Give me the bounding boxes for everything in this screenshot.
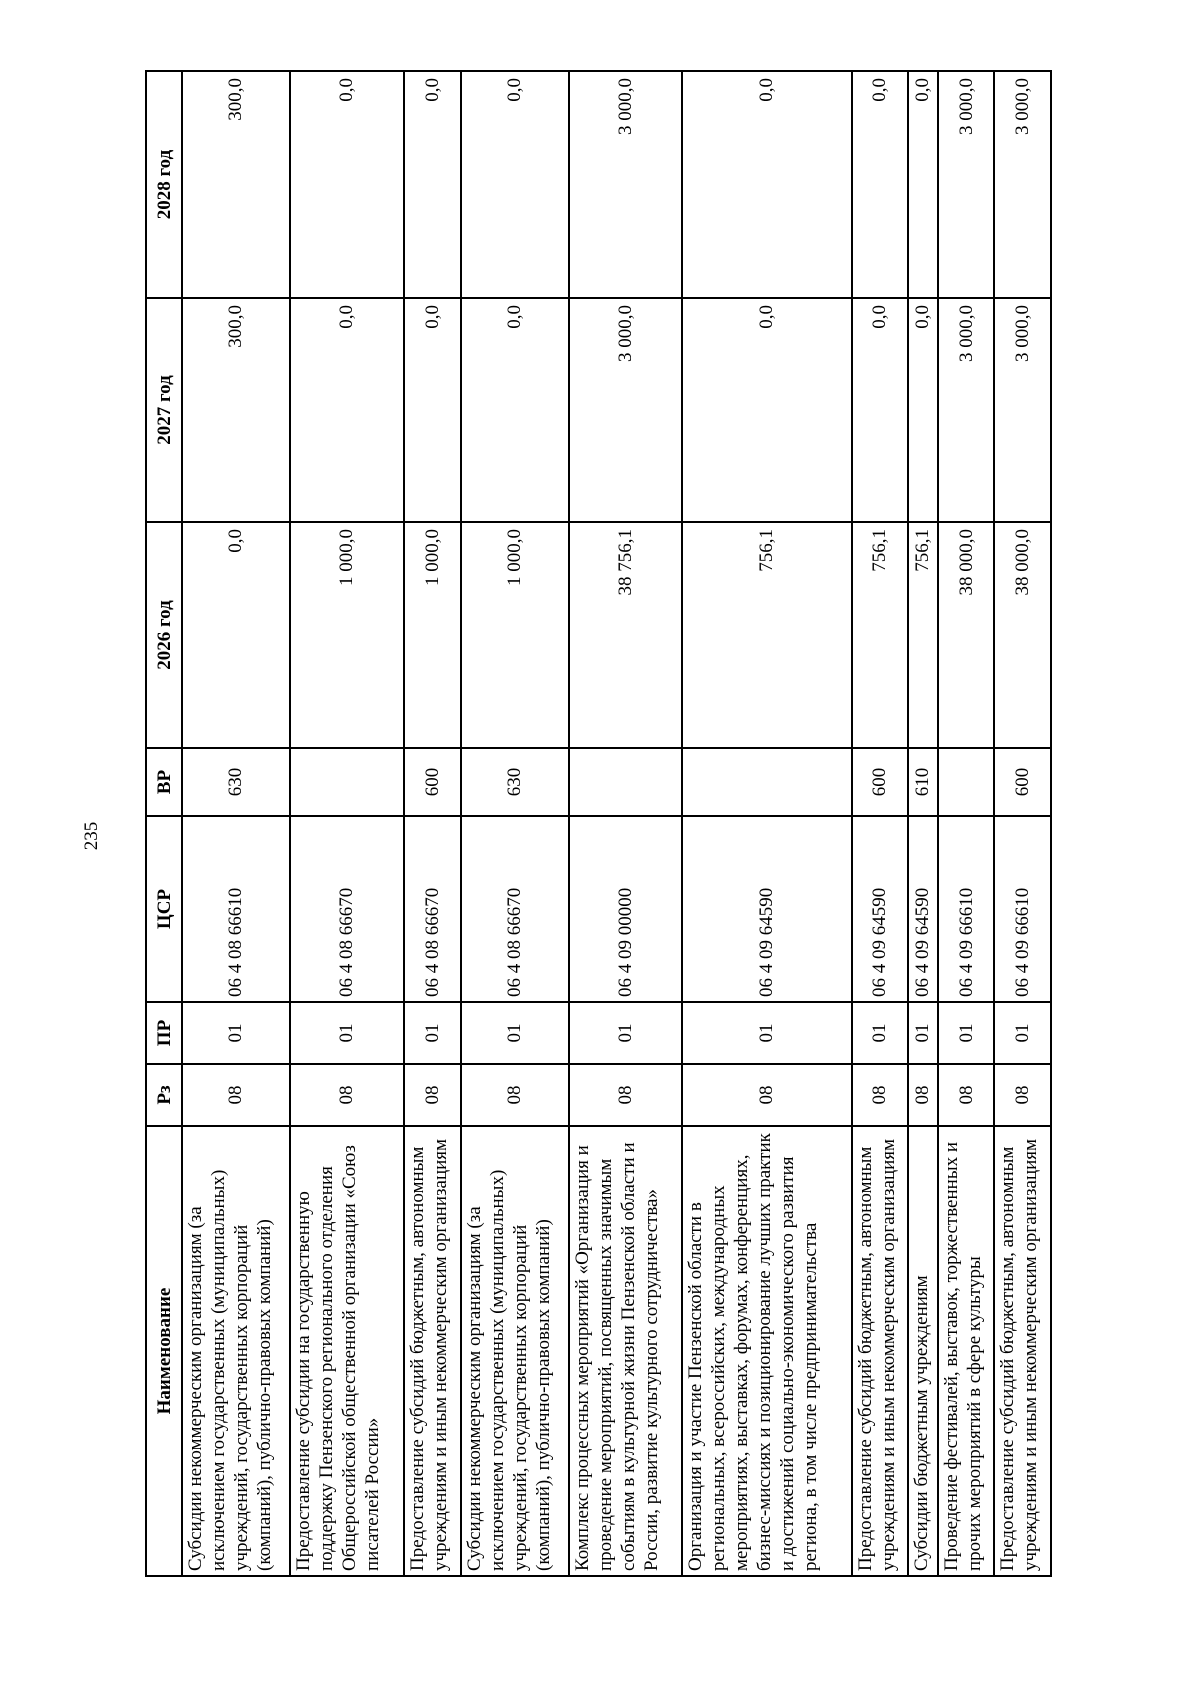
row-2028: 0,0 bbox=[852, 71, 909, 298]
row-2027: 0,0 bbox=[404, 298, 461, 522]
row-2028: 0,0 bbox=[908, 71, 937, 298]
row-csr: 06 4 09 64590 bbox=[908, 816, 937, 1002]
header-pr: ПР bbox=[146, 1002, 182, 1064]
header-2026: 2026 год bbox=[146, 522, 182, 748]
row-2026: 38 000,0 bbox=[938, 522, 995, 748]
row-rz: 08 bbox=[290, 1064, 404, 1126]
row-pr: 01 bbox=[461, 1002, 569, 1064]
row-2028: 0,0 bbox=[682, 71, 852, 298]
row-vr: 600 bbox=[404, 748, 461, 816]
row-csr: 06 4 09 64590 bbox=[852, 816, 909, 1002]
row-2028: 0,0 bbox=[404, 71, 461, 298]
table-row bbox=[182, 71, 290, 1576]
row-2027: 0,0 bbox=[852, 298, 909, 522]
budget-table-rotated bbox=[145, 72, 1052, 1577]
row-2026: 1 000,0 bbox=[290, 522, 404, 748]
table-row bbox=[461, 71, 569, 1576]
row-2026: 1 000,0 bbox=[404, 522, 461, 748]
row-2028: 3 000,0 bbox=[938, 71, 995, 298]
table-row bbox=[569, 71, 682, 1576]
row-2027: 0,0 bbox=[682, 298, 852, 522]
header-2028: 2028 год bbox=[146, 71, 182, 298]
table-row bbox=[290, 71, 404, 1576]
row-2026: 38 000,0 bbox=[994, 522, 1051, 748]
header-vr: ВР bbox=[146, 748, 182, 816]
row-rz: 08 bbox=[994, 1064, 1051, 1126]
row-name: Субсидии бюджетным учреждениям bbox=[908, 1126, 937, 1576]
row-vr: 630 bbox=[461, 748, 569, 816]
row-2028: 3 000,0 bbox=[569, 71, 682, 298]
row-vr: 630 bbox=[182, 748, 290, 816]
row-vr: 600 bbox=[852, 748, 909, 816]
row-csr: 06 4 09 66610 bbox=[938, 816, 995, 1002]
row-2026: 756,1 bbox=[852, 522, 909, 748]
row-rz: 08 bbox=[908, 1064, 937, 1126]
row-vr: 600 bbox=[994, 748, 1051, 816]
row-vr bbox=[569, 748, 682, 816]
row-vr bbox=[938, 748, 995, 816]
table-row bbox=[908, 71, 937, 1576]
row-2027: 300,0 bbox=[182, 298, 290, 522]
header-csr: ЦСР bbox=[146, 816, 182, 1002]
row-rz: 08 bbox=[569, 1064, 682, 1126]
row-vr bbox=[682, 748, 852, 816]
row-2026: 0,0 bbox=[182, 522, 290, 748]
header-name: Наименование bbox=[146, 1126, 182, 1576]
row-pr: 01 bbox=[908, 1002, 937, 1064]
row-csr: 06 4 09 64590 bbox=[682, 816, 852, 1002]
table-row bbox=[682, 71, 852, 1576]
row-csr: 06 4 09 00000 bbox=[569, 816, 682, 1002]
row-2027: 3 000,0 bbox=[994, 298, 1051, 522]
row-pr: 01 bbox=[682, 1002, 852, 1064]
table-header-row bbox=[146, 71, 182, 1576]
row-name: Субсидии некоммерческим организациям (за исключением государственных (муниципальных) учреждений, государственных корпораций (компаний), публично-правовых компаний) bbox=[182, 1126, 290, 1576]
page-number: 235 bbox=[81, 821, 102, 851]
row-rz: 08 bbox=[938, 1064, 995, 1126]
row-pr: 01 bbox=[290, 1002, 404, 1064]
row-name: Субсидии некоммерческим организациям (за исключением государственных (муниципальных) учреждений, государственных корпораций (компаний), публично-правовых компаний) bbox=[461, 1126, 569, 1576]
row-pr: 01 bbox=[569, 1002, 682, 1064]
row-csr: 06 4 08 66670 bbox=[461, 816, 569, 1002]
row-2026: 1 000,0 bbox=[461, 522, 569, 748]
row-2027: 0,0 bbox=[461, 298, 569, 522]
row-rz: 08 bbox=[852, 1064, 909, 1126]
row-pr: 01 bbox=[404, 1002, 461, 1064]
row-pr: 01 bbox=[852, 1002, 909, 1064]
table-row bbox=[994, 71, 1051, 1576]
row-rz: 08 bbox=[182, 1064, 290, 1126]
row-name: Проведение фестивалей, выставок, торжественных и прочих мероприятий в сфере культуры bbox=[938, 1126, 995, 1576]
row-2026: 38 756,1 bbox=[569, 522, 682, 748]
row-name: Организация и участие Пензенской области в региональных, всероссийских, международных мероприятиях, выставках, форумах, конференциях, бизнес-миссиях и позиционирование лучших практик и достижений социально-экономического развития региона, в том числе предпринимательства bbox=[682, 1126, 852, 1576]
table-row bbox=[938, 71, 995, 1576]
row-2027: 3 000,0 bbox=[569, 298, 682, 522]
row-2027: 0,0 bbox=[908, 298, 937, 522]
row-name: Предоставление субсидии на государственную поддержку Пензенского регионального отделения Общероссийской общественной организации «Союз писателей России» bbox=[290, 1126, 404, 1576]
row-2028: 300,0 bbox=[182, 71, 290, 298]
row-vr: 610 bbox=[908, 748, 937, 816]
row-vr bbox=[290, 748, 404, 816]
row-pr: 01 bbox=[182, 1002, 290, 1064]
row-2027: 3 000,0 bbox=[938, 298, 995, 522]
row-csr: 06 4 08 66670 bbox=[404, 816, 461, 1002]
row-2026: 756,1 bbox=[682, 522, 852, 748]
table-row bbox=[404, 71, 461, 1576]
row-pr: 01 bbox=[994, 1002, 1051, 1064]
row-name: Предоставление субсидий бюджетным, автономным учреждениям и иным некоммерческим организациям bbox=[994, 1126, 1051, 1576]
header-rz: Рз bbox=[146, 1064, 182, 1126]
row-name: Предоставление субсидий бюджетным, автономным учреждениям и иным некоммерческим организациям bbox=[852, 1126, 909, 1576]
table-row bbox=[852, 71, 909, 1576]
row-rz: 08 bbox=[404, 1064, 461, 1126]
row-rz: 08 bbox=[461, 1064, 569, 1126]
row-csr: 06 4 08 66670 bbox=[290, 816, 404, 1002]
row-2027: 0,0 bbox=[290, 298, 404, 522]
row-rz: 08 bbox=[682, 1064, 852, 1126]
row-csr: 06 4 08 66610 bbox=[182, 816, 290, 1002]
row-csr: 06 4 09 66610 bbox=[994, 816, 1051, 1002]
budget-table bbox=[145, 70, 1052, 1577]
row-name: Предоставление субсидий бюджетным, автономным учреждениям и иным некоммерческим организациям bbox=[404, 1126, 461, 1576]
header-2027: 2027 год bbox=[146, 298, 182, 522]
row-2026: 756,1 bbox=[908, 522, 937, 748]
row-pr: 01 bbox=[938, 1002, 995, 1064]
row-2028: 0,0 bbox=[461, 71, 569, 298]
row-name: Комплекс процессных мероприятий «Организация и проведение мероприятий, посвященных значимым событиям в культурной жизни Пензенской области и России, развитие культурного сотрудничества» bbox=[569, 1126, 682, 1576]
row-2028: 0,0 bbox=[290, 71, 404, 298]
row-2028: 3 000,0 bbox=[994, 71, 1051, 298]
